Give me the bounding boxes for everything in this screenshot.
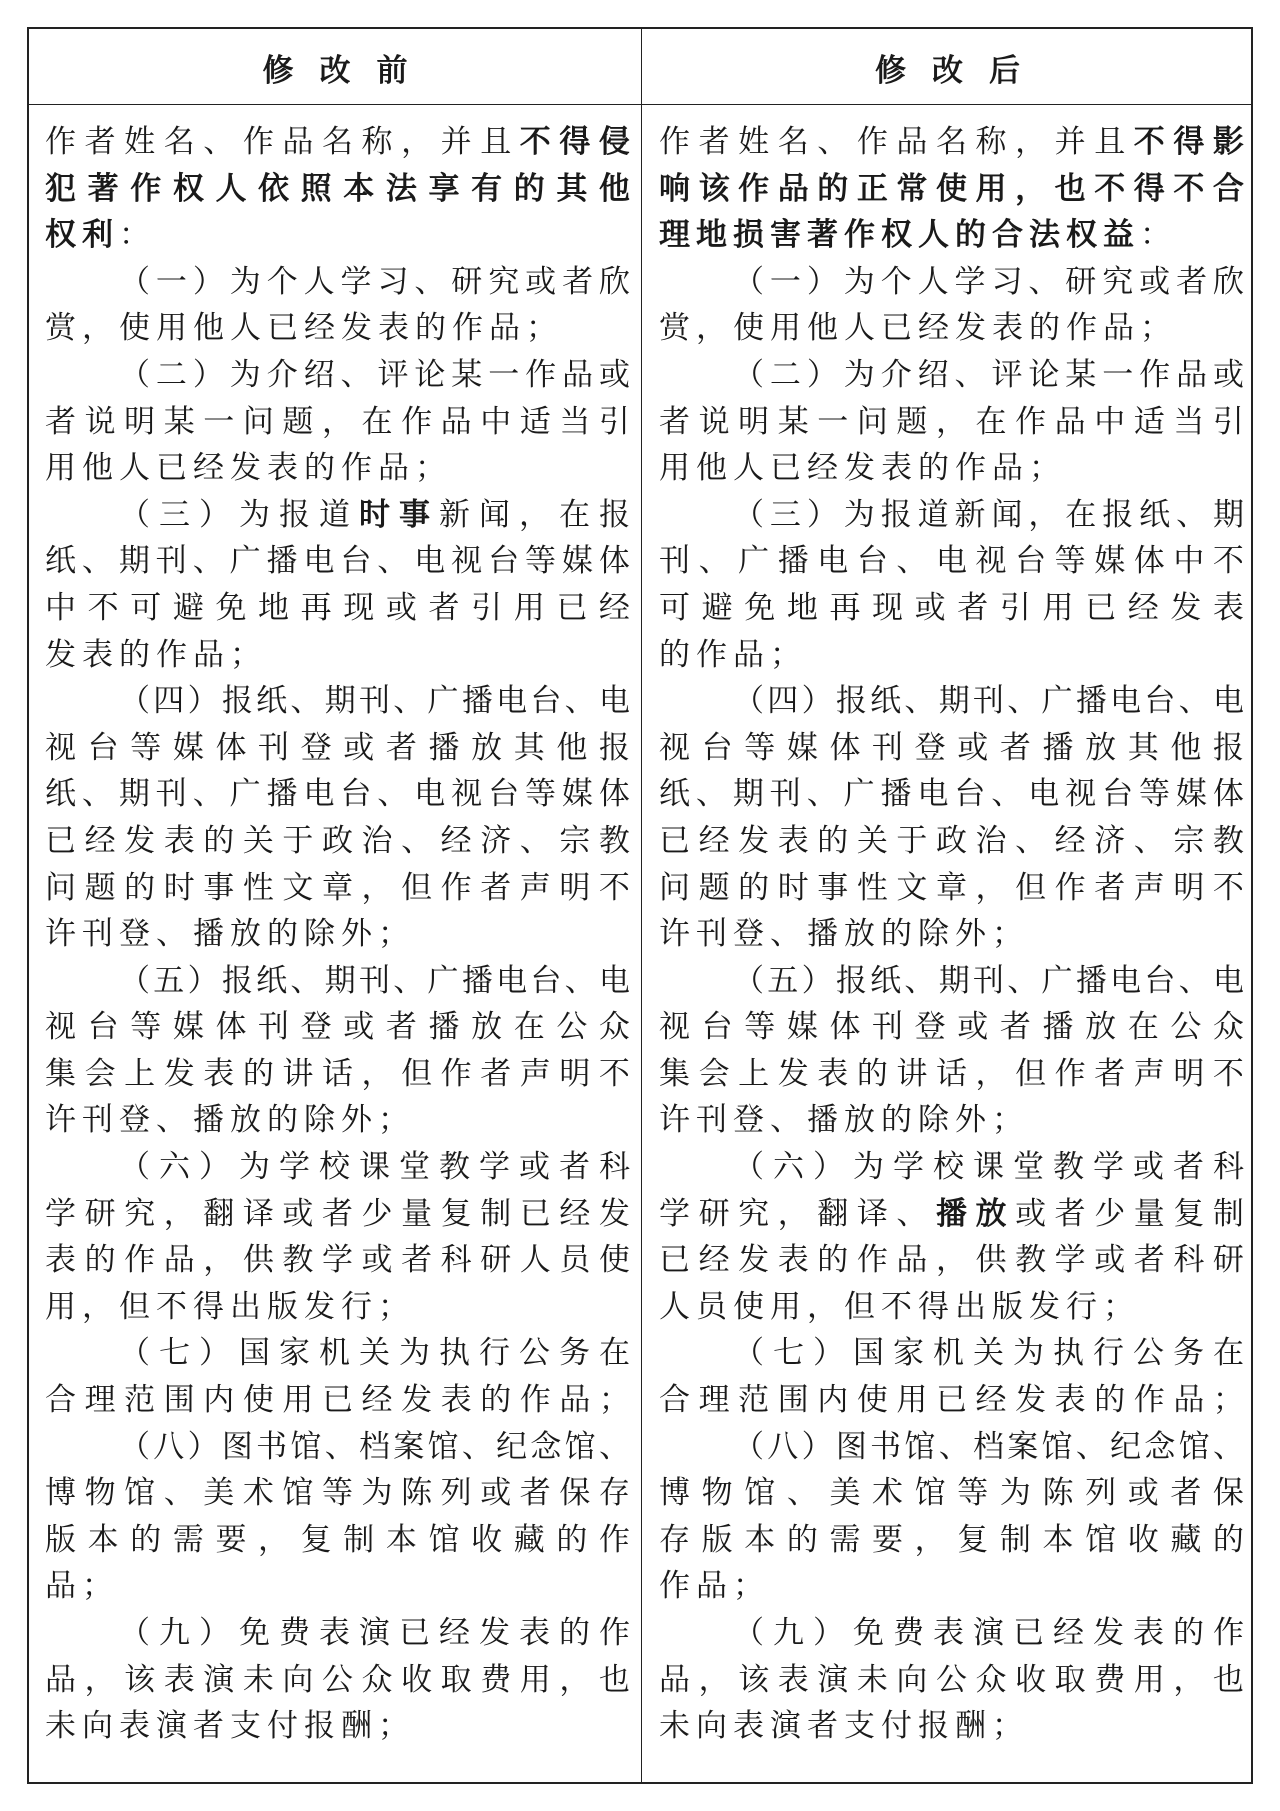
text-line: 问 题 的 时 事 性 文 章 ， 但 作 者 声 明 不 — [45, 869, 630, 906]
text-line: 可 避 免 地 再 现 或 者 引 用 已 经 发 表 — [659, 589, 1244, 626]
text-line: 许 刊 登 、 播 放 的 除 外 ； — [659, 916, 1029, 953]
text-line: （ 一 ） 为 个 人 学 习 、 研 究 或 者 欣 — [119, 263, 630, 300]
text-line: （ 七 ） 国 家 机 关 为 执 行 公 务 在 — [119, 1335, 630, 1372]
text-line: 合 理 范 围 内 使 用 已 经 发 表 的 作 品 ； — [659, 1382, 1244, 1419]
comparison-table — [27, 27, 1253, 1784]
text-line: （ 三 ） 为 报 道 时 事 新 闻 ， 在 报 — [119, 496, 630, 533]
text-line: 视 台 等 媒 体 刊 登 或 者 播 放 在 公 众 — [45, 1009, 630, 1046]
text-line: 表 的 作 品 ， 供 教 学 或 者 科 研 人 员 使 — [45, 1242, 630, 1279]
text-line: 学 研 究 ， 翻 译 、 播 放 或 者 少 量 复 制 — [659, 1195, 1244, 1232]
table-header-row — [29, 29, 1251, 105]
text-line: 合 理 范 围 内 使 用 已 经 发 表 的 作 品 ； — [45, 1382, 630, 1419]
text-line: 视 台 等 媒 体 刊 登 或 者 播 放 在 公 众 — [659, 1009, 1244, 1046]
text-line: 品 ， 该 表 演 未 向 公 众 收 取 费 用 ， 也 — [659, 1661, 1244, 1698]
text-line: 理 地 损 害 著 作 权 人 的 合 法 权 益 ： — [659, 217, 1177, 254]
text-line: 纸 、 期 刊 、 广 播 电 台 、 电 视 台 等 媒 体 — [659, 776, 1244, 813]
text-line: 许 刊 登 、 播 放 的 除 外 ； — [659, 1102, 1029, 1139]
text-line: （ 九 ） 免 费 表 演 已 经 发 表 的 作 — [119, 1615, 630, 1651]
text-line: （ 八 ） 图 书 馆 、 档 案 馆 、 纪 念 馆 、 — [733, 1428, 1244, 1465]
column-divider — [641, 29, 642, 1782]
text-line: （ 五 ） 报 纸 、 期 刊 、 广 播 电 台 、 电 — [733, 962, 1244, 999]
text-line: 集 会 上 发 表 的 讲 话 ， 但 作 者 声 明 不 — [659, 1055, 1244, 1092]
text-line: 已 经 发 表 的 关 于 政 治 、 经 济 、 宗 教 — [45, 822, 630, 859]
text-line: （ 九 ） 免 费 表 演 已 经 发 表 的 作 — [733, 1615, 1244, 1651]
text-line: 的 作 品 ； — [659, 636, 807, 673]
text-line: 集 会 上 发 表 的 讲 话 ， 但 作 者 声 明 不 — [45, 1055, 630, 1092]
text-line: 者 说 明 某 一 问 题 ， 在 作 品 中 适 当 引 — [659, 403, 1244, 440]
text-line: 中 不 可 避 免 地 再 现 或 者 引 用 已 经 — [45, 589, 630, 626]
header-before: 修改前 — [262, 52, 434, 89]
text-line: （ 八 ） 图 书 馆 、 档 案 馆 、 纪 念 馆 、 — [119, 1428, 630, 1465]
text-line: 品 ， 该 表 演 未 向 公 众 收 取 费 用 ， 也 — [45, 1661, 630, 1698]
text-line: 版 本 的 需 要 ， 复 制 本 馆 收 藏 的 作 — [45, 1521, 630, 1558]
text-line: 未 向 表 演 者 支 付 报 酬 ； — [45, 1708, 415, 1745]
text-line: （ 五 ） 报 纸 、 期 刊 、 广 播 电 台 、 电 — [119, 962, 630, 999]
text-line: 学 研 究 ， 翻 译 或 者 少 量 复 制 已 经 发 — [45, 1195, 630, 1232]
text-line: （ 三 ） 为 报 道 新 闻 ， 在 报 纸 、 期 — [733, 496, 1244, 533]
text-line: 已 经 发 表 的 作 品 ， 供 教 学 或 者 科 研 — [659, 1242, 1244, 1279]
text-line: 者 说 明 某 一 问 题 ， 在 作 品 中 适 当 引 — [45, 403, 630, 440]
text-line: 用 他 人 已 经 发 表 的 作 品 ； — [45, 450, 452, 487]
text-line: 未 向 表 演 者 支 付 报 酬 ； — [659, 1708, 1029, 1745]
text-line: （ 四 ） 报 纸 、 期 刊 、 广 播 电 台 、 电 — [733, 683, 1244, 720]
text-line: （ 一 ） 为 个 人 学 习 、 研 究 或 者 欣 — [733, 263, 1244, 300]
text-line: （ 六 ） 为 学 校 课 堂 教 学 或 者 科 — [119, 1149, 630, 1186]
text-line: 用 他 人 已 经 发 表 的 作 品 ； — [659, 450, 1066, 487]
text-line: 博 物 馆 、 美 术 馆 等 为 陈 列 或 者 保 存 — [45, 1475, 630, 1512]
text-line: 刊 、 广 播 电 台 、 电 视 台 等 媒 体 中 不 — [659, 543, 1244, 580]
header-after: 修改后 — [875, 52, 1046, 89]
text-line: 问 题 的 时 事 性 文 章 ， 但 作 者 声 明 不 — [659, 869, 1244, 906]
text-line: 响 该 作 品 的 正 常 使 用 ， 也 不 得 不 合 — [659, 170, 1244, 207]
text-line: （ 七 ） 国 家 机 关 为 执 行 公 务 在 — [733, 1335, 1244, 1372]
text-line: 存 版 本 的 需 要 ， 复 制 本 馆 收 藏 的 — [659, 1521, 1244, 1558]
text-line: （ 六 ） 为 学 校 课 堂 教 学 或 者 科 — [733, 1149, 1244, 1186]
text-line: 用 ， 但 不 得 出 版 发 行 ； — [45, 1288, 415, 1325]
text-line: 赏 ， 使 用 他 人 已 经 发 表 的 作 品 ； — [659, 310, 1177, 347]
text-line: （ 四 ） 报 纸 、 期 刊 、 广 播 电 台 、 电 — [119, 683, 630, 720]
text-line: 视 台 等 媒 体 刊 登 或 者 播 放 其 他 报 — [45, 729, 630, 766]
before-text-cell — [45, 119, 630, 1769]
text-line: 视 台 等 媒 体 刊 登 或 者 播 放 其 他 报 — [659, 729, 1244, 766]
text-line: 发 表 的 作 品 ； — [45, 636, 267, 673]
text-line: 人 员 使 用 ， 但 不 得 出 版 发 行 ； — [659, 1288, 1140, 1325]
text-line: 已 经 发 表 的 关 于 政 治 、 经 济 、 宗 教 — [659, 822, 1244, 859]
text-line: 纸 、 期 刊 、 广 播 电 台 、 电 视 台 等 媒 体 — [45, 543, 630, 580]
text-line: （ 二 ） 为 介 绍 、 评 论 某 一 作 品 或 — [733, 356, 1244, 393]
text-line: 作 者 姓 名 、 作 品 名 称 ， 并 且 不 得 影 — [659, 124, 1244, 160]
text-line: 作 品 ； — [659, 1568, 770, 1605]
text-line: 纸 、 期 刊 、 广 播 电 台 、 电 视 台 等 媒 体 — [45, 776, 630, 813]
text-line: 品 ； — [45, 1568, 119, 1605]
text-line: 作 者 姓 名 、 作 品 名 称 ， 并 且 不 得 侵 — [45, 124, 630, 160]
text-line: 许 刊 登 、 播 放 的 除 外 ； — [45, 916, 415, 953]
text-line: 博 物 馆 、 美 术 馆 等 为 陈 列 或 者 保 — [659, 1475, 1244, 1512]
text-line: 许 刊 登 、 播 放 的 除 外 ； — [45, 1102, 415, 1139]
after-text-cell — [659, 119, 1244, 1769]
text-line: 权 利 ： — [45, 217, 156, 254]
text-line: 犯 著 作 权 人 依 照 本 法 享 有 的 其 他 — [45, 170, 630, 207]
text-line: （ 二 ） 为 介 绍 、 评 论 某 一 作 品 或 — [119, 356, 630, 393]
text-line: 赏 ， 使 用 他 人 已 经 发 表 的 作 品 ； — [45, 310, 563, 347]
